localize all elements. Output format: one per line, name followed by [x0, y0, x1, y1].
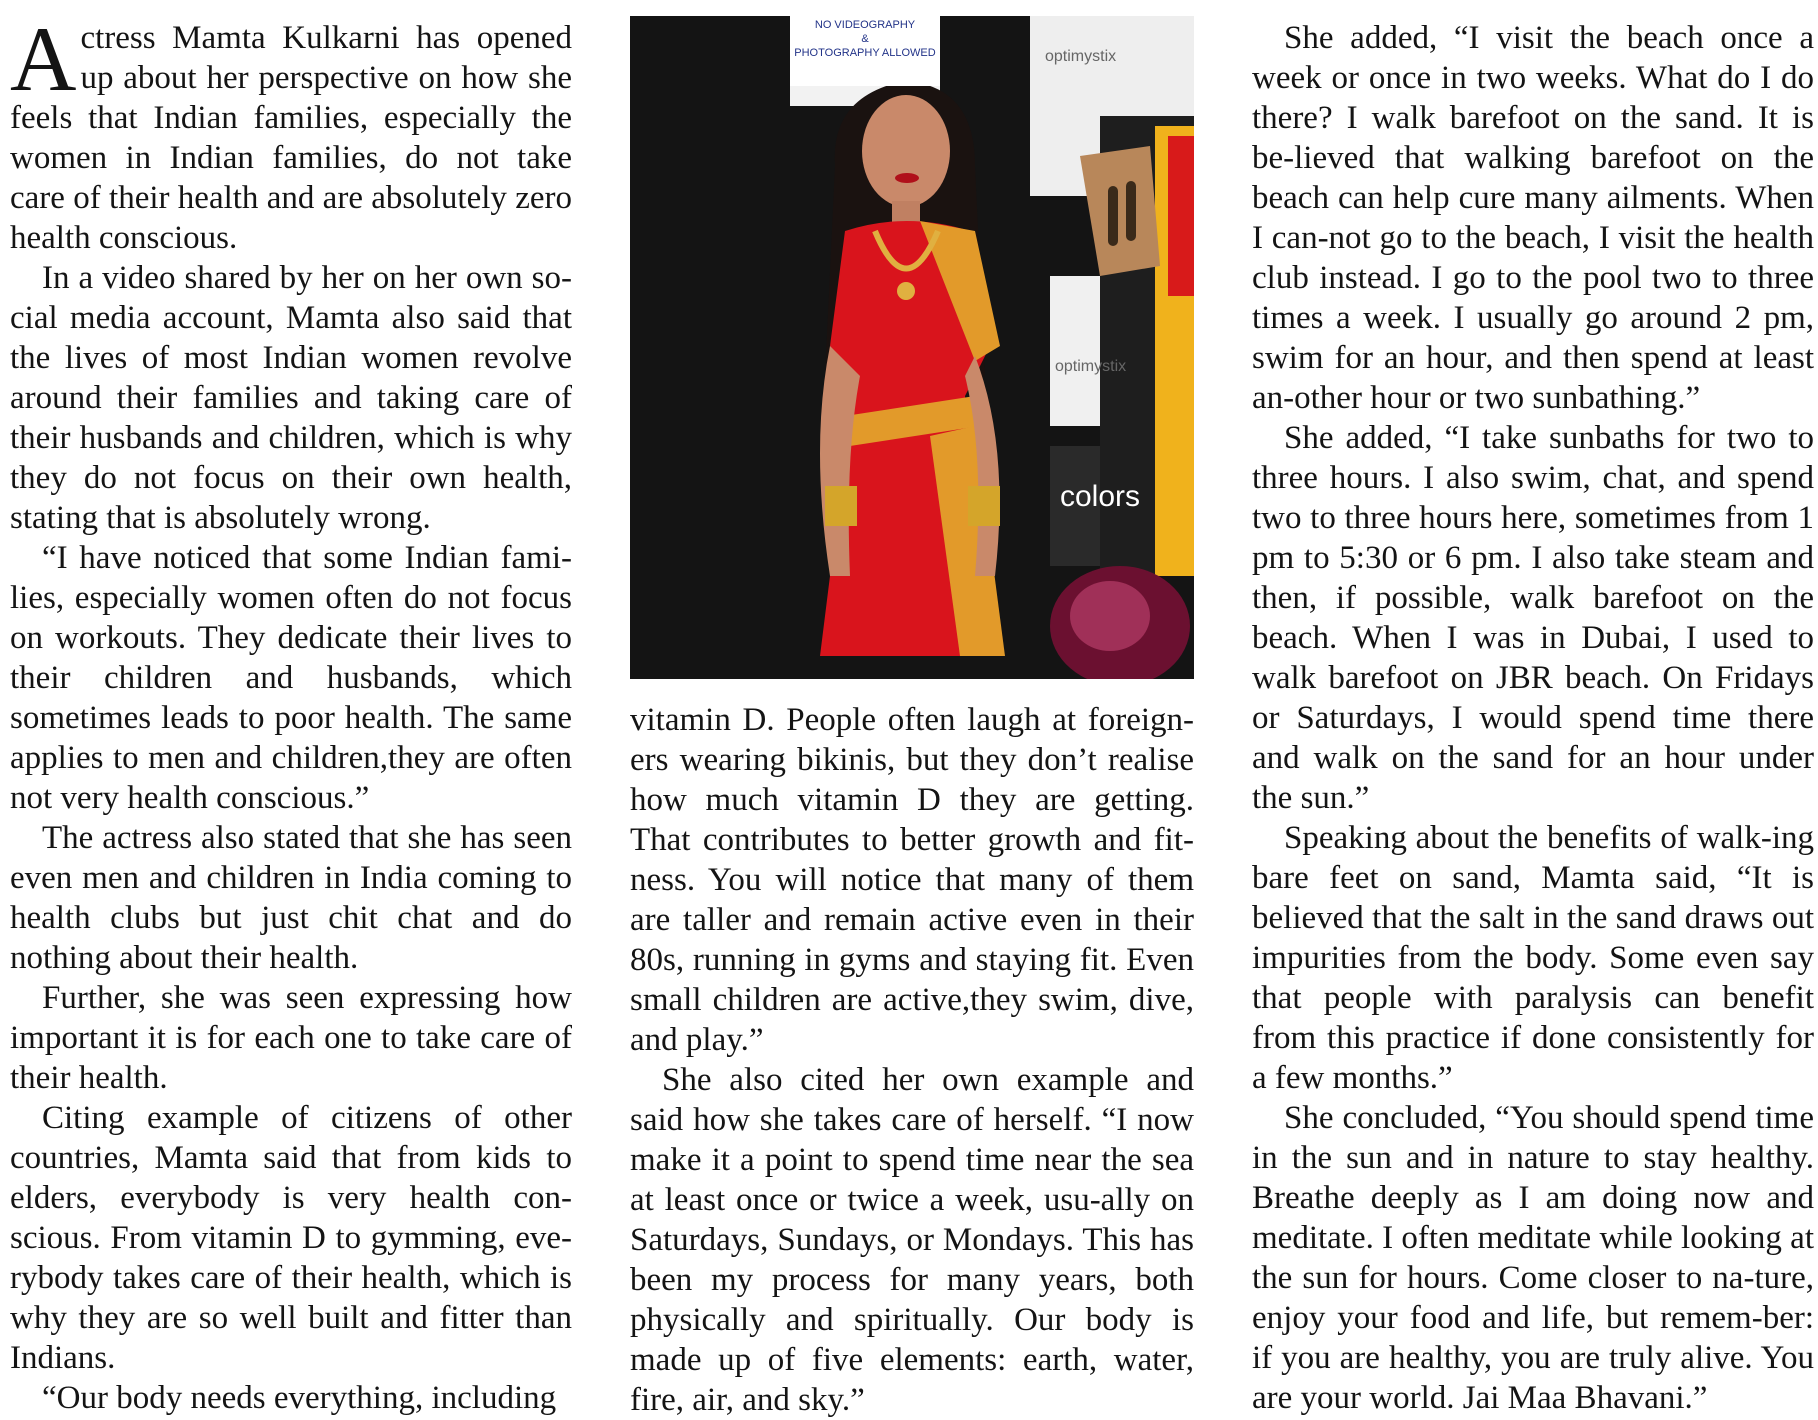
article-paragraph: She concluded, “You should spend time in the sun and in nature to stay healthy. Breathe deeply as I am doing now and meditate. I often meditate while looking at the sun for hours. Come closer to na-ture, enjoy your food and life, but remem-ber: if you are healthy, you are truly alive. You are your world. Jai Maa Bhavani.” [1252, 1100, 1814, 1416]
sign-text: & [861, 33, 869, 45]
drop-cap: A [10, 8, 77, 110]
article-paragraph: In a video shared by her on her own so-cial media account, Mamta also said that the lives of most Indian women revolve around their families and taking care of their husbands and children, which is why they do not focus on their own health, stating that is absolutely wrong. [10, 260, 572, 536]
brand-logo-text: optimystix [1055, 358, 1127, 375]
article-paragraph: She also cited her own example and said how she takes care of herself. “I now make it a point to spend time near the sea at least once or twice a week, usu-ally on Saturdays, Sundays, or Mondays. This has been my process for many years, both physically and spiritually. Our body is made up of five elements: earth, water, fire, air, and sky.” [630, 1062, 1194, 1418]
article-paragraph: “I have noticed that some Indian fami-lies, especially women often do not focus on workouts. They dedicate their lives to their children and husbands, which sometimes leads to poor health. The same applies to men and children,they are often not very health conscious.” [10, 540, 572, 816]
article-paragraph: Further, she was seen expressing how important it is for each one to take care of their health. [10, 980, 572, 1096]
article-column-1 [10, 8, 572, 1418]
article-paragraph: vitamin D. People often laugh at foreign-ers wearing bikinis, but they don’t realise how much vitamin D they are getting. That contributes to better growth and fit-ness. You will notice that many of them are taller and remain active even in their 80s, running in gyms and staying fit. Even small children are active,they swim, dive, and play.” [630, 702, 1194, 1058]
photo-illustration [630, 16, 1194, 679]
article-column-3 [1252, 18, 1814, 1418]
brand-logo-text: optimystix [1045, 48, 1117, 65]
article-paragraph: Actress Mamta Kulkarni has opened up about her perspective on how she feels that Indian families, especially the women in Indian families, do not take care of their health and are absolutely zero health conscious. [10, 8, 572, 256]
article-paragraph: The actress also stated that she has seen even men and children in India coming to health clubs but just chit chat and do nothing about their health. [10, 820, 572, 976]
article-photo [630, 16, 1194, 679]
article-paragraph: Citing example of citizens of other countries, Mamta said that from kids to elders, everybody is very health con-scious. From vitamin D to gymming, eve-rybody takes care of their health, which is why they are so well built and fitter than Indians. [10, 1100, 572, 1376]
article-paragraph: She added, “I take sunbaths for two to three hours. I also swim, chat, and spend two to three hours here, sometimes from 1 pm to 5:30 or 6 pm. I also take steam and then, if possible, walk barefoot on the beach. When I was in Dubai, I used to walk barefoot on JBR beach. On Fridays or Saturdays, I would spend time there and walk on the sand for an hour under the sun.” [1252, 420, 1814, 816]
brand-logo-text: colors [1060, 480, 1141, 513]
sign-text: NO VIDEOGRAPHY [814, 19, 916, 31]
article-column-2 [630, 700, 1194, 1420]
article-paragraph: She added, “I visit the beach once a week or once in two weeks. What do I do there? I walk barefoot on the sand. It is be-lieved that walking barefoot on the beach can help cure many ailments. When I can-not go to the beach, I visit the health club instead. I go to the pool two to three times a week. I usually go around 2 pm, swim for an hour, and then spend at least an-other hour or two sunbathing.” [1252, 20, 1814, 416]
article-paragraph: “Our body needs everything, including [42, 1380, 557, 1416]
sign-text: PHOTOGRAPHY ALLOWED [794, 47, 936, 59]
article-paragraph: Speaking about the benefits of walk-ing bare feet on sand, Mamta said, “It is believed that the salt in the sand draws out impurities from the body. Some even say that people with paralysis can benefit from this practice if done consistently for a few months.” [1252, 820, 1814, 1096]
